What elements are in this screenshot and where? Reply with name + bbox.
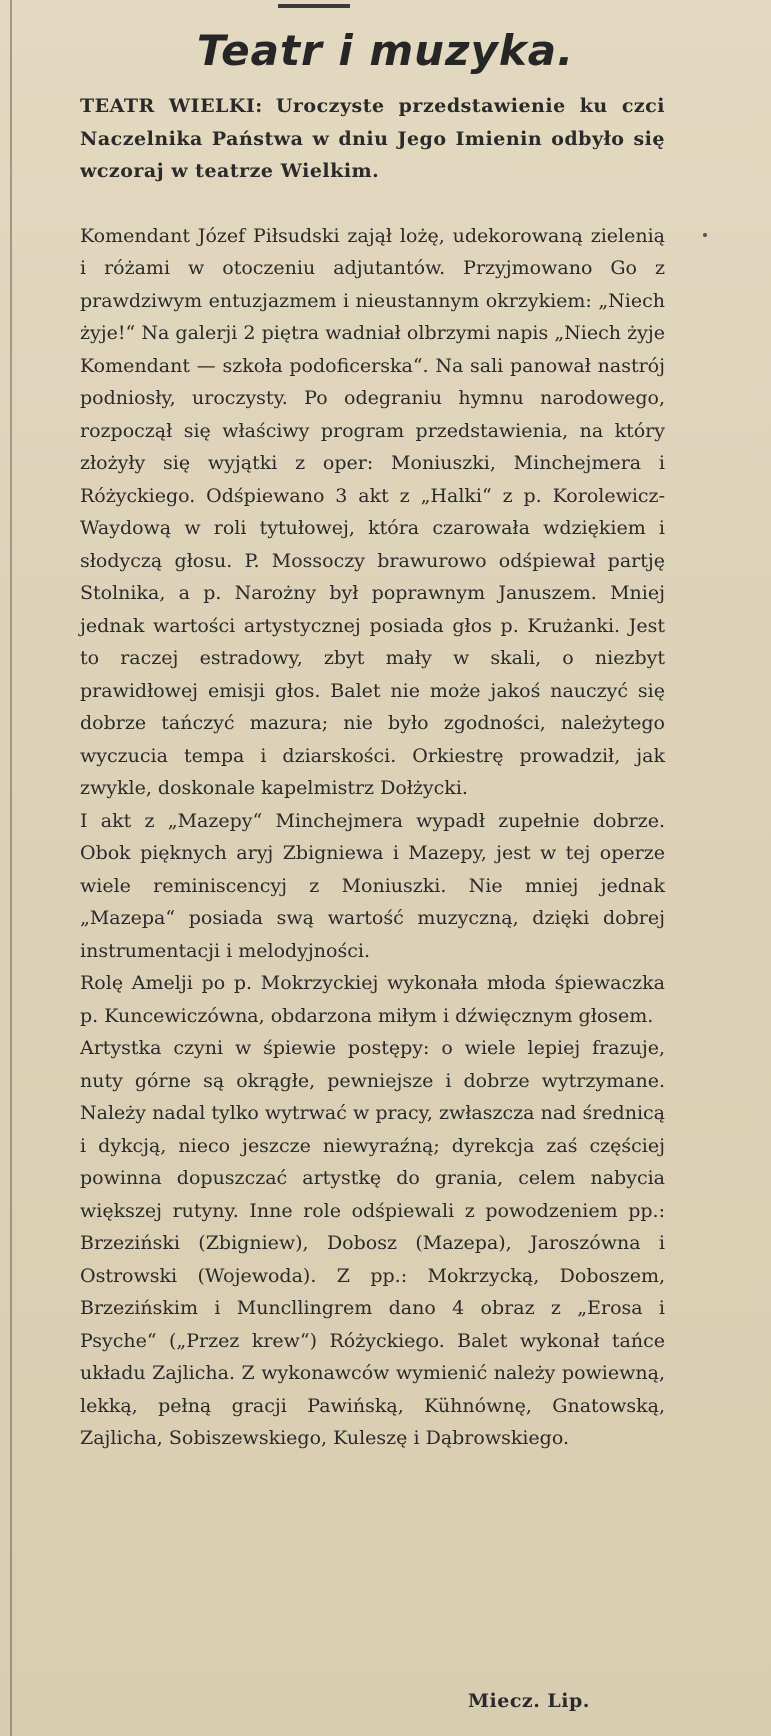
author-signature: Miecz. Lip. [468,1690,590,1712]
lead-keyword: TEATR WIELKI: [80,95,263,117]
print-speck [703,233,707,237]
column-rule [10,0,12,1736]
paragraph: I akt z „Mazepy“ Minchejmera wypadł zupełnie dobrze. Obok pięknych aryj Zbigniewa i Mazepy, jest w tej operze wiele reminiscencyj z Moniuszki. Nie mniej jednak „Mazepa“ posiada swą wartość muzyczną, dzięki dobrej instrumentacji i melodyjności. [80,809,665,962]
paragraph: Komendant Józef Piłsudski zajął lożę, udekorowaną zielenią i różami w otoczeniu adjutantów. Przyjmowano Go z prawdziwym entuzjazmem i nieustannym okrzykiem: „Niech żyje!“ Na galerji 2 piętra wadniał olbrzymi napis „Niech żyje Komendant — szkoła podoficerska“. Na sali panował nastrój podniosły, uroczysty. Po odegraniu hymnu narodowego, rozpoczął się właściwy program przedstawienia, na który złożyły się wyjątki z oper: Moniuszki, Minchejmera i Różyckiego. Odśpiewano 3 akt z „Halki“ z p. Korolewicz-Waydową w roli tytułowej, która czarowała wdziękiem i słodyczą głosu. P. Mossoczy brawurowo odśpiewał partję Stolnika, a p. Narożny był poprawnym Januszem. Mniej jednak wartości artystycznej posiada głos p. Krużanki. Jest to raczej estradowy, zbyt mały w skali, o niezbyt prawidłowej emisji głos. Balet nie może jakoś nauczyć się dobrze tańczyć mazura; nie było zgodności, należytego wyczucia tempa i dziarskości. Orkiestrę prowadził, jak zwykle, doskonale kapelmistrz Dołżycki. [80,224,665,799]
lead-paragraph [80,90,665,188]
lead-text: Uroczyste przedstawienie ku czci Naczelnika Państwa w dniu Jego Imienin odbyło się wczoraj w teatrze Wielkim. [80,95,665,182]
article-body [80,90,665,1455]
paragraph: Rolę Amelji po p. Mokrzyckiej wykonała młoda śpiewaczka p. Kuncewiczówna, obdarzona miłym i dźwięcznym głosem. [80,972,665,1027]
paragraph: Artystka czyni w śpiewie postępy: o wiele lepiej frazuje, nuty górne są okrągłe, pewniejsze i dobrze wytrzymane. Należy nadal tylko wytrwać w pracy, zwłaszcza nad średnicą i dykcją, nieco jeszcze niewyraźną; dyrekcja zaś częściej powinna dopuszczać artystkę do grania, celem nabycia większej rutyny. Inne role odśpiewali z powodzeniem pp.: Brzeziński (Zbigniew), Dobosz (Mazepa), Jaroszówna i Ostrowski (Wojewoda). Z pp.: Mokrzycką, Doboszem, Brzezińskim i Muncllingrem dano 4 obraz z „Erosa i Psyche“ („Przez krew“) Różyckiego. Balet wykonał tańce układu Zajlicha. Z wykonawców wymienić należy powiewną, lekką, pełną gracji Pawińską, Kühnównę, Gnatowską, Zajlicha, Sobiszewskiego, Kuleszę i Dąbrowskiego. [80,1037,665,1449]
section-divider [278,4,350,8]
article-headline: Teatr i muzyka. [196,26,575,75]
